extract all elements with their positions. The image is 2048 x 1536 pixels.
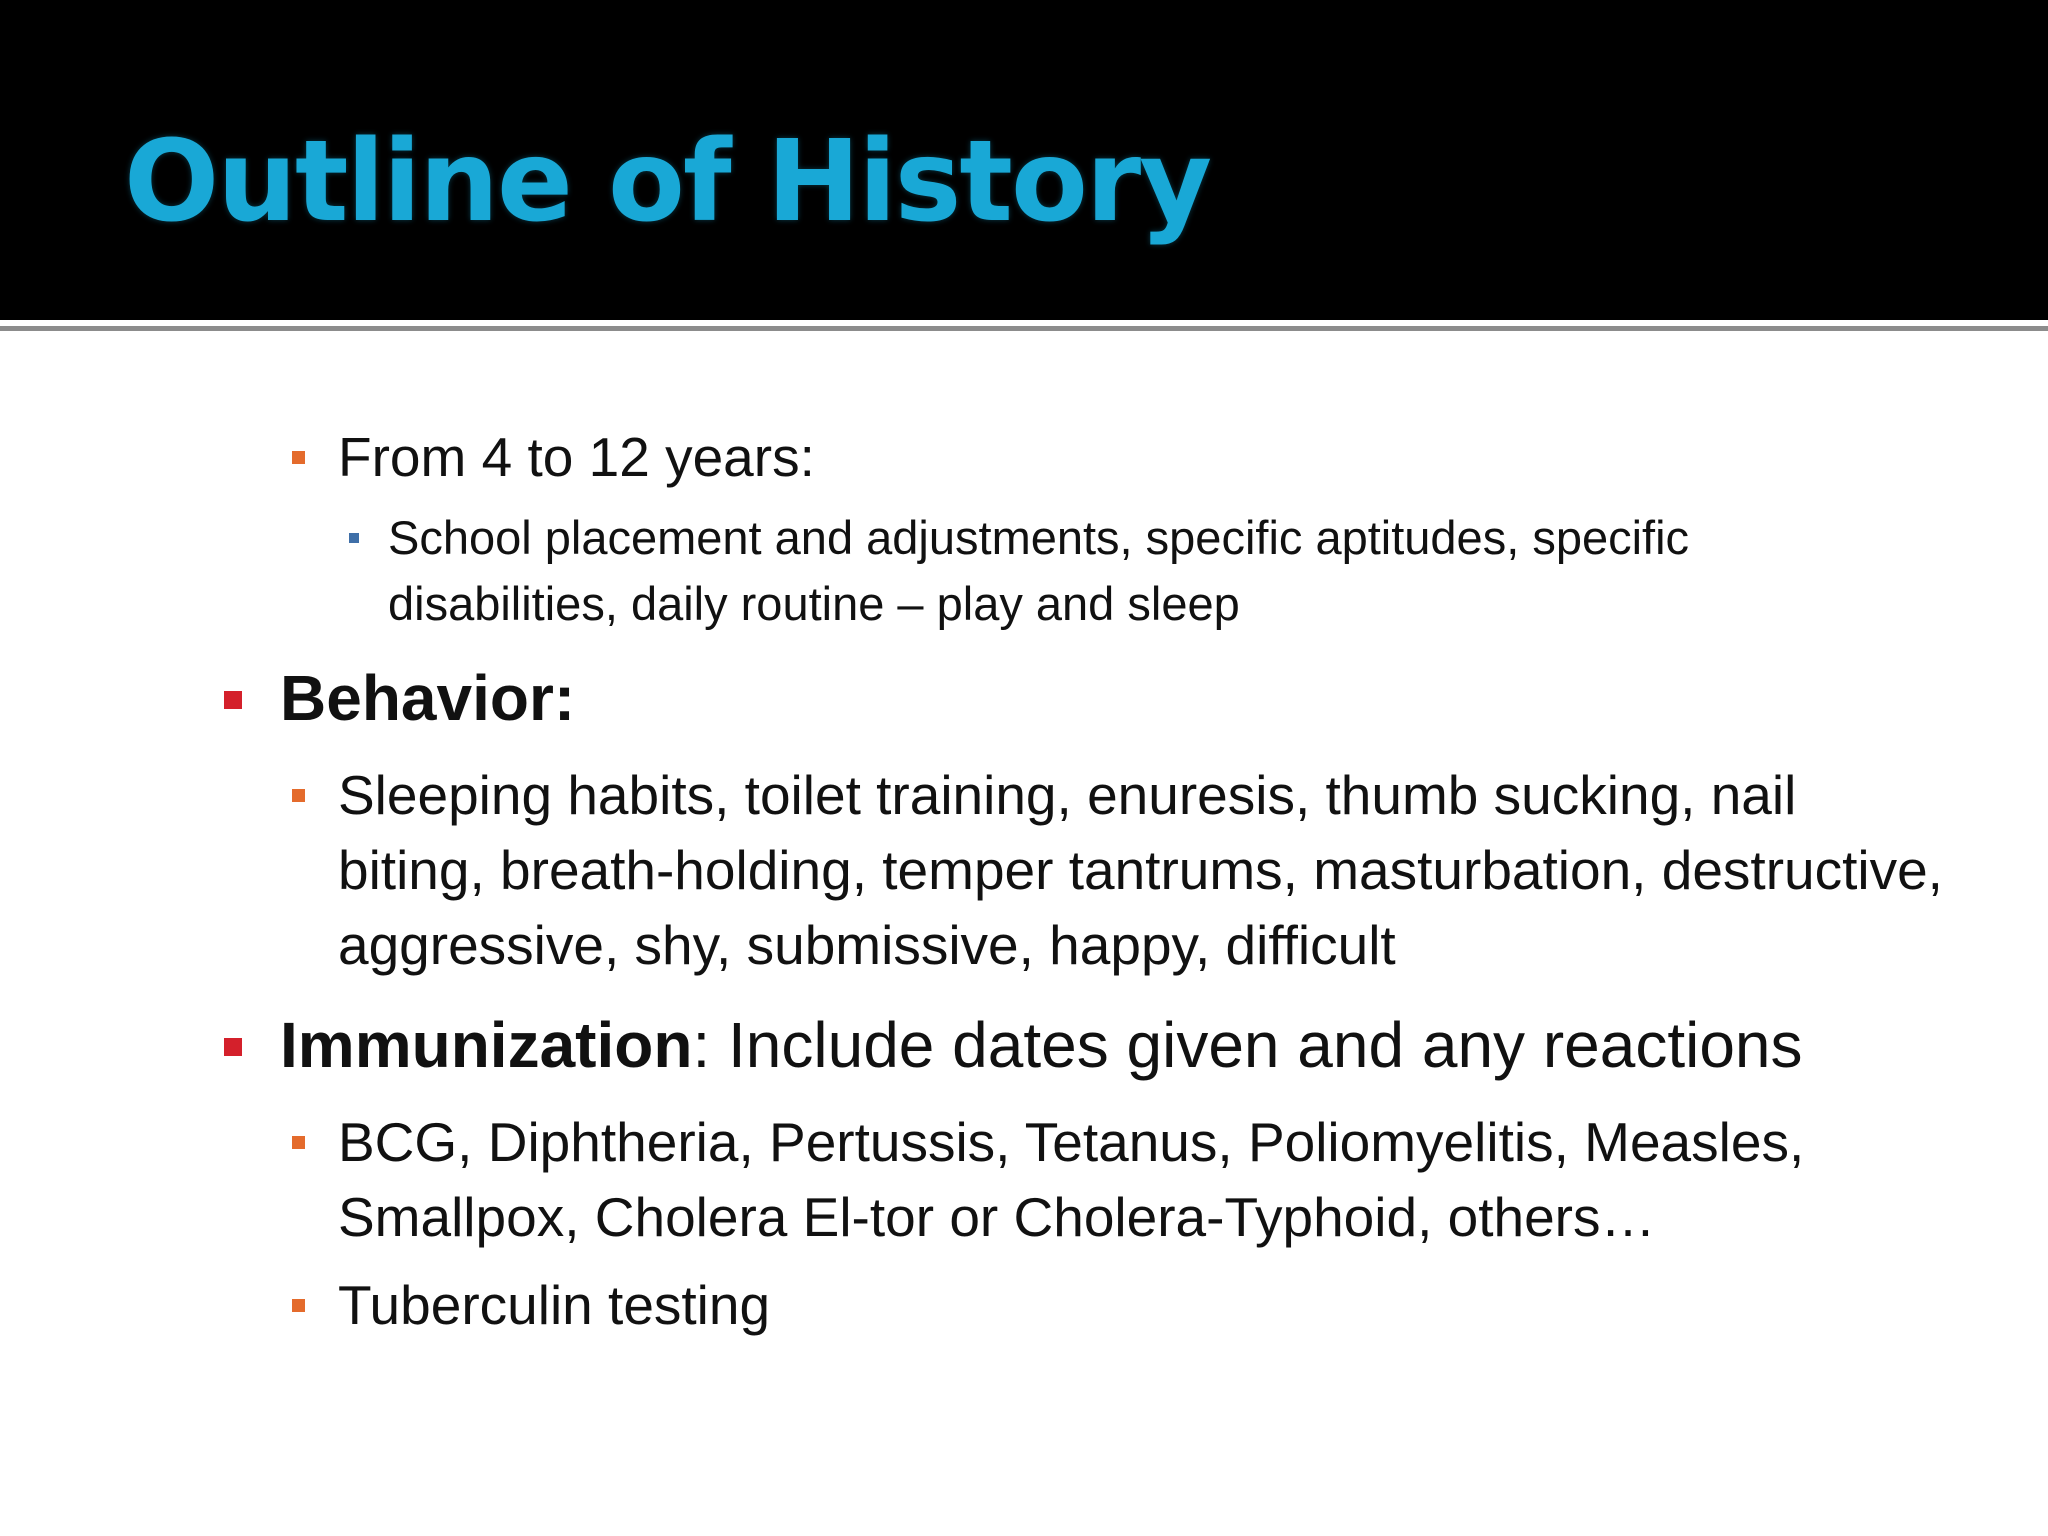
immunization-suffix: : Include dates given and any reactions	[692, 1009, 1803, 1081]
square-bullet-icon	[292, 1136, 305, 1149]
tuberculin-testing: Tuberculin testing	[338, 1274, 771, 1336]
square-bullet-icon	[224, 691, 242, 709]
square-bullet-icon	[349, 533, 359, 543]
age-heading: From 4 to 12 years:	[338, 426, 815, 488]
vaccines-detail: BCG, Diphtheria, Pertussis, Tetanus, Poliomyelitis, Measles, Smallpox, Cholera El-tor or Cholera-Typhoid, others…	[338, 1111, 1805, 1248]
square-bullet-icon	[292, 789, 305, 802]
square-bullet-icon	[292, 451, 305, 464]
title-divider	[0, 326, 2048, 331]
square-bullet-icon	[292, 1299, 305, 1312]
slide-title: Outline of History	[124, 117, 1211, 247]
behavior-detail: Sleeping habits, toilet training, enuresis, thumb sucking, nail biting, breath-holding, temper tantrums, masturbation, destructive, aggressive, shy, submissive, happy, difficult	[338, 764, 1943, 976]
immunization-heading: Immunization	[280, 1009, 693, 1081]
behavior-heading: Behavior:	[280, 662, 576, 734]
immunization-line	[280, 1004, 2020, 1086]
title-bar	[0, 0, 2048, 320]
square-bullet-icon	[224, 1038, 242, 1056]
age-detail: School placement and adjustments, specific aptitudes, specific disabilities, daily routine – play and sleep	[388, 511, 1690, 630]
